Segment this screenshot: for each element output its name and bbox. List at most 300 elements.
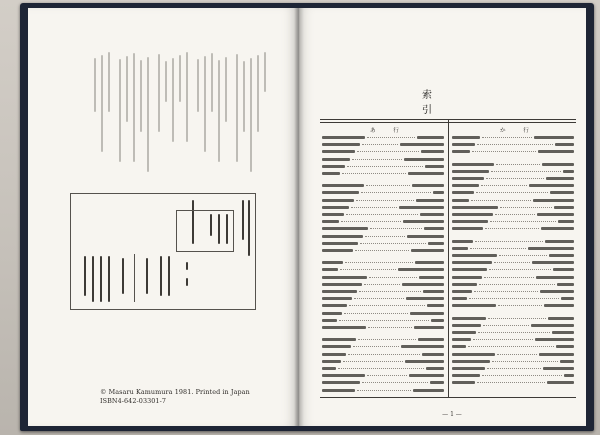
index-entry-name <box>452 227 483 230</box>
index-entry-row <box>452 282 574 287</box>
index-entry-pages <box>553 268 574 271</box>
index-entry-pages <box>428 242 444 245</box>
index-entry-name <box>322 319 337 322</box>
index-entry-row <box>452 260 574 265</box>
show-through-line <box>218 60 220 162</box>
index-entry-row <box>322 157 444 162</box>
index-entry-name <box>322 312 342 315</box>
index-entry-pages <box>424 227 444 230</box>
index-entry-pages <box>529 184 574 187</box>
index-entry-pages <box>398 268 444 271</box>
index-entry-leader <box>478 332 550 333</box>
index-entry-name <box>452 360 490 363</box>
index-entry-row <box>322 380 444 385</box>
index-entry-row <box>322 296 444 301</box>
index-entry-pages <box>407 235 444 238</box>
index-entry-leader <box>475 241 543 242</box>
index-entry-leader <box>494 262 530 263</box>
index-entry-row <box>322 318 444 323</box>
index-entry-leader <box>360 243 426 244</box>
index-entry-leader <box>366 185 410 186</box>
index-entry-leader <box>370 228 422 229</box>
index-entry-leader <box>339 320 429 321</box>
index-entry-pages <box>528 247 574 250</box>
index-entry-name <box>322 165 345 168</box>
index-entry-name <box>322 249 353 252</box>
index-entry-pages <box>532 261 574 264</box>
index-entry-row <box>452 275 574 280</box>
index-entry-name <box>322 353 346 356</box>
index-entry-leader <box>473 339 533 340</box>
index-entry-row <box>322 226 444 231</box>
index-entry-name <box>322 261 343 264</box>
index-entry-leader <box>341 221 401 222</box>
index-entry-leader <box>365 236 405 237</box>
index-entry-name <box>452 184 479 187</box>
index-entry-pages <box>560 360 574 363</box>
index-entry-leader <box>490 221 556 222</box>
index-entry-name <box>452 261 492 264</box>
index-entry-row <box>322 282 444 287</box>
index-entry-row <box>322 234 444 239</box>
index-entry-leader <box>486 178 544 179</box>
index-entry-pages <box>430 381 444 384</box>
index-entry-leader <box>492 361 558 362</box>
index-entry-row <box>322 289 444 294</box>
index-column-header-ka: か 行 <box>500 128 535 134</box>
index-entry-name <box>452 304 496 307</box>
index-entry-row <box>452 212 574 217</box>
index-entry-leader <box>354 298 404 299</box>
index-entry-pages <box>541 227 574 230</box>
index-entry-name <box>322 220 339 223</box>
index-entry-name <box>452 170 489 173</box>
index-entry-row <box>322 219 444 224</box>
index-entry-leader <box>358 339 416 340</box>
index-entry-leader <box>472 151 536 152</box>
index-entry-leader <box>479 284 555 285</box>
index-entry-name <box>452 220 488 223</box>
index-entry-name <box>452 367 485 370</box>
index-entry-leader <box>367 137 415 138</box>
colophon-publisher-box <box>176 210 234 252</box>
index-entry-name <box>322 268 338 271</box>
index-entry-name <box>452 324 481 327</box>
show-through-line <box>158 54 160 132</box>
index-entry-pages <box>399 206 444 209</box>
isbn-line: ISBN4-642-03301-7 <box>100 397 167 405</box>
index-entry-row <box>322 198 444 203</box>
index-entry-name <box>452 240 473 243</box>
index-entry-row <box>452 135 574 140</box>
index-entry-pages <box>422 353 444 356</box>
book-gutter <box>294 8 304 426</box>
index-bottom-rule <box>320 397 576 398</box>
index-entry-leader <box>357 390 411 391</box>
index-entry-leader <box>353 346 399 347</box>
index-entry-row <box>322 303 444 308</box>
index-entry-leader <box>342 173 406 174</box>
index-entry-pages <box>538 150 574 153</box>
index-entry-leader <box>356 200 414 201</box>
index-entry-row <box>452 303 574 308</box>
index-entry-row <box>322 260 444 265</box>
index-entry-pages <box>539 353 574 356</box>
show-through-line <box>186 52 188 142</box>
index-entry-pages <box>412 184 444 187</box>
index-entry-pages <box>533 199 574 202</box>
index-entry-name <box>452 136 480 139</box>
index-entry-leader <box>495 214 535 215</box>
show-through-line <box>211 53 213 112</box>
index-entry-leader <box>346 214 418 215</box>
index-entry-row <box>322 135 444 140</box>
index-entry-pages <box>433 191 444 194</box>
index-entry-row <box>452 352 574 357</box>
show-through-line <box>197 59 199 112</box>
index-entry-row <box>452 267 574 272</box>
index-entry-pages <box>427 304 444 307</box>
index-entry-name <box>322 199 354 202</box>
index-entry-name <box>322 389 355 392</box>
index-entry-leader <box>483 325 529 326</box>
index-entry-leader <box>362 144 398 145</box>
index-entry-pages <box>554 206 574 209</box>
show-through-line <box>108 52 110 112</box>
index-entry-name <box>452 247 468 250</box>
index-entry-name <box>452 199 469 202</box>
index-entry-row <box>452 373 574 378</box>
index-entry-name <box>322 158 350 161</box>
index-entry-pages <box>417 136 444 139</box>
index-entry-pages <box>547 381 574 384</box>
index-entry-name <box>452 381 475 384</box>
index-entry-name <box>452 143 475 146</box>
index-entry-pages <box>550 191 574 194</box>
index-entry-name <box>452 276 482 279</box>
index-entry-row <box>452 316 574 321</box>
index-entry-leader <box>491 171 561 172</box>
show-through-line <box>119 59 121 162</box>
index-entry-leader <box>362 382 428 383</box>
index-entry-name <box>452 345 466 348</box>
index-entry-row <box>322 171 444 176</box>
index-entry-pages <box>402 283 444 286</box>
index-entry-row <box>452 162 574 167</box>
index-entry-pages <box>400 143 444 146</box>
index-entry-pages <box>544 304 574 307</box>
index-entry-pages <box>404 158 444 161</box>
index-entry-row <box>322 373 444 378</box>
index-entry-name <box>322 227 368 230</box>
index-entry-row <box>452 198 574 203</box>
index-entry-leader <box>352 159 402 160</box>
index-entry-leader <box>359 291 421 292</box>
index-entry-name <box>322 374 365 377</box>
index-entry-row <box>452 359 574 364</box>
show-through-line <box>204 56 206 152</box>
index-entry-leader <box>477 382 545 383</box>
index-entry-name <box>322 206 349 209</box>
index-entry-row <box>322 142 444 147</box>
index-entry-row <box>322 205 444 210</box>
index-entry-pages <box>557 283 574 286</box>
index-entry-pages <box>420 213 444 216</box>
show-through-line <box>179 55 181 102</box>
index-entry-leader <box>489 269 551 270</box>
show-through-line <box>126 56 128 122</box>
index-entry-row <box>452 169 574 174</box>
index-column-header-a: あ 行 <box>370 128 405 134</box>
index-column-divider <box>448 119 449 398</box>
index-entry-leader <box>498 305 542 306</box>
show-through-line <box>101 55 103 152</box>
index-entry-pages <box>414 326 444 329</box>
index-entry-row <box>452 337 574 342</box>
index-entry-leader <box>500 207 552 208</box>
index-entry-name <box>322 143 360 146</box>
index-entry-row <box>452 219 574 224</box>
index-entry-leader <box>357 151 419 152</box>
index-entry-pages <box>415 261 444 264</box>
show-through-line <box>172 58 174 142</box>
show-through-line <box>264 52 266 92</box>
show-through-line <box>257 55 259 132</box>
index-entry-name <box>452 191 474 194</box>
show-through-line <box>236 54 238 162</box>
index-entry-row <box>452 226 574 231</box>
index-entry-row <box>322 388 444 393</box>
index-entry-leader <box>471 200 531 201</box>
index-entry-row <box>452 330 574 335</box>
index-entry-name <box>452 213 493 216</box>
index-entry-pages <box>425 165 444 168</box>
show-through-line <box>140 60 142 132</box>
index-entry-leader <box>482 375 562 376</box>
index-entry-leader <box>340 269 396 270</box>
index-entry-row <box>322 248 444 253</box>
colophon-publisher-mark <box>134 254 197 302</box>
index-entry-name <box>452 206 498 209</box>
index-entry-pages <box>418 338 444 341</box>
index-entry-pages <box>410 312 444 315</box>
index-entry-pages <box>423 290 444 293</box>
index-entry-name <box>452 290 472 293</box>
index-entry-name <box>452 338 471 341</box>
index-entry-name <box>452 353 495 356</box>
index-entry-leader <box>338 368 424 369</box>
index-entry-leader <box>368 327 412 328</box>
index-entry-leader <box>481 185 527 186</box>
index-entry-row <box>452 205 574 210</box>
index-entry-name <box>322 345 351 348</box>
index-entry-leader <box>351 207 397 208</box>
index-entry-leader <box>496 164 540 165</box>
index-entry-row <box>452 323 574 328</box>
show-through-line <box>250 58 252 172</box>
show-through-line <box>165 61 167 102</box>
index-entry-name <box>452 268 487 271</box>
index-entry-row <box>322 149 444 154</box>
index-entry-leader <box>468 346 554 347</box>
index-entry-row <box>452 366 574 371</box>
index-entry-pages <box>413 389 444 392</box>
index-entry-leader <box>367 375 407 376</box>
index-entry-leader <box>474 291 538 292</box>
index-entry-pages <box>531 324 574 327</box>
index-entry-row <box>452 246 574 251</box>
index-entry-row <box>452 142 574 147</box>
index-entry-pages <box>408 172 444 175</box>
index-entry-name <box>322 326 366 329</box>
index-entry-name <box>322 172 340 175</box>
index-entry-leader <box>497 354 537 355</box>
index-entry-name <box>452 331 476 334</box>
index-entry-pages <box>563 170 574 173</box>
index-entry-name <box>322 360 341 363</box>
index-entry-row <box>322 267 444 272</box>
index-entry-leader <box>347 166 423 167</box>
index-entry-row <box>322 241 444 246</box>
index-entry-name <box>322 184 364 187</box>
index-entry-leader <box>470 248 526 249</box>
index-entry-name <box>452 177 484 180</box>
index-entry-name <box>452 297 467 300</box>
index-title: 索 引 <box>422 90 494 116</box>
index-entry-leader <box>482 137 532 138</box>
index-entry-pages <box>546 177 574 180</box>
index-entry-pages <box>535 338 574 341</box>
index-entry-name <box>322 242 358 245</box>
index-entry-row <box>452 190 574 195</box>
index-entry-leader <box>343 361 403 362</box>
index-entry-pages <box>558 220 574 223</box>
show-through-line <box>94 58 96 112</box>
index-entry-name <box>322 290 357 293</box>
index-entry-leader <box>488 318 546 319</box>
index-entry-leader <box>344 313 408 314</box>
index-entry-row <box>322 325 444 330</box>
index-entry-pages <box>556 345 574 348</box>
show-through-line <box>147 57 149 172</box>
index-entry-leader <box>361 192 431 193</box>
index-entry-row <box>322 190 444 195</box>
index-entry-row <box>322 311 444 316</box>
index-entry-pages <box>411 249 444 252</box>
index-entry-name <box>322 235 363 238</box>
index-entry-pages <box>416 199 444 202</box>
index-entry-pages <box>543 367 574 370</box>
index-entry-row <box>452 289 574 294</box>
index-entry-name <box>452 317 486 320</box>
index-entry-pages <box>552 331 574 334</box>
index-entry-pages <box>537 213 574 216</box>
index-entry-pages <box>564 374 574 377</box>
index-entry-pages <box>426 367 444 370</box>
index-entry-pages <box>561 297 574 300</box>
index-entry-name <box>452 254 497 257</box>
index-entry-row <box>452 380 574 385</box>
index-entry-pages <box>536 276 574 279</box>
index-entry-leader <box>355 250 409 251</box>
index-entry-pages <box>409 374 444 377</box>
index-entry-row <box>452 176 574 181</box>
copyright-block <box>100 388 260 406</box>
index-entry-row <box>452 344 574 349</box>
index-entry-leader <box>345 262 413 263</box>
index-entry-row <box>322 344 444 349</box>
index-entry-leader <box>485 228 539 229</box>
index-entry-row <box>322 337 444 342</box>
index-entry-row <box>322 164 444 169</box>
index-entry-pages <box>548 317 574 320</box>
index-entry-row <box>322 183 444 188</box>
index-entry-pages <box>405 360 444 363</box>
page-number: — 1 — <box>442 411 462 418</box>
index-entry-leader <box>477 144 553 145</box>
index-entry-row <box>452 296 574 301</box>
index-entry-row <box>322 352 444 357</box>
index-entry-pages <box>540 290 574 293</box>
index-entry-name <box>322 304 347 307</box>
index-entry-leader <box>499 255 547 256</box>
index-entry-name <box>322 136 365 139</box>
index-entry-pages <box>549 254 574 257</box>
index-entry-row <box>452 239 574 244</box>
index-entry-name <box>322 297 352 300</box>
index-entry-leader <box>476 192 548 193</box>
index-entry-leader <box>369 277 417 278</box>
index-entry-pages <box>406 297 444 300</box>
index-entry-leader <box>364 284 400 285</box>
index-entry-name <box>322 213 344 216</box>
show-through-line <box>133 53 135 162</box>
index-entry-row <box>452 183 574 188</box>
index-entry-pages <box>431 319 444 322</box>
show-through-line <box>225 57 227 122</box>
index-entry-name <box>322 150 355 153</box>
index-entry-leader <box>487 368 541 369</box>
index-entry-name <box>452 163 494 166</box>
index-entry-row <box>322 359 444 364</box>
index-entry-pages <box>421 150 444 153</box>
index-entry-row <box>452 253 574 258</box>
index-entry-name <box>322 191 359 194</box>
index-entry-pages <box>555 143 574 146</box>
index-entry-leader <box>348 354 420 355</box>
index-entry-row <box>322 275 444 280</box>
index-entry-pages <box>542 163 574 166</box>
index-entry-name <box>322 283 362 286</box>
index-entry-name <box>322 276 367 279</box>
index-entry-pages <box>401 345 444 348</box>
show-through-line <box>243 61 245 132</box>
index-entry-row <box>452 149 574 154</box>
index-entry-leader <box>349 305 425 306</box>
index-entry-name <box>322 381 360 384</box>
index-entry-leader <box>469 298 559 299</box>
index-entry-name <box>452 283 477 286</box>
index-entry-pages <box>403 220 444 223</box>
index-entry-name <box>452 150 470 153</box>
copyright-line: © Masaru Kamumura 1981. Printed in Japan <box>100 388 250 396</box>
index-entry-pages <box>534 136 574 139</box>
index-entry-pages <box>545 240 574 243</box>
index-entry-row <box>322 366 444 371</box>
index-entry-leader <box>484 277 534 278</box>
index-entry-name <box>322 338 356 341</box>
index-entry-name <box>322 367 336 370</box>
